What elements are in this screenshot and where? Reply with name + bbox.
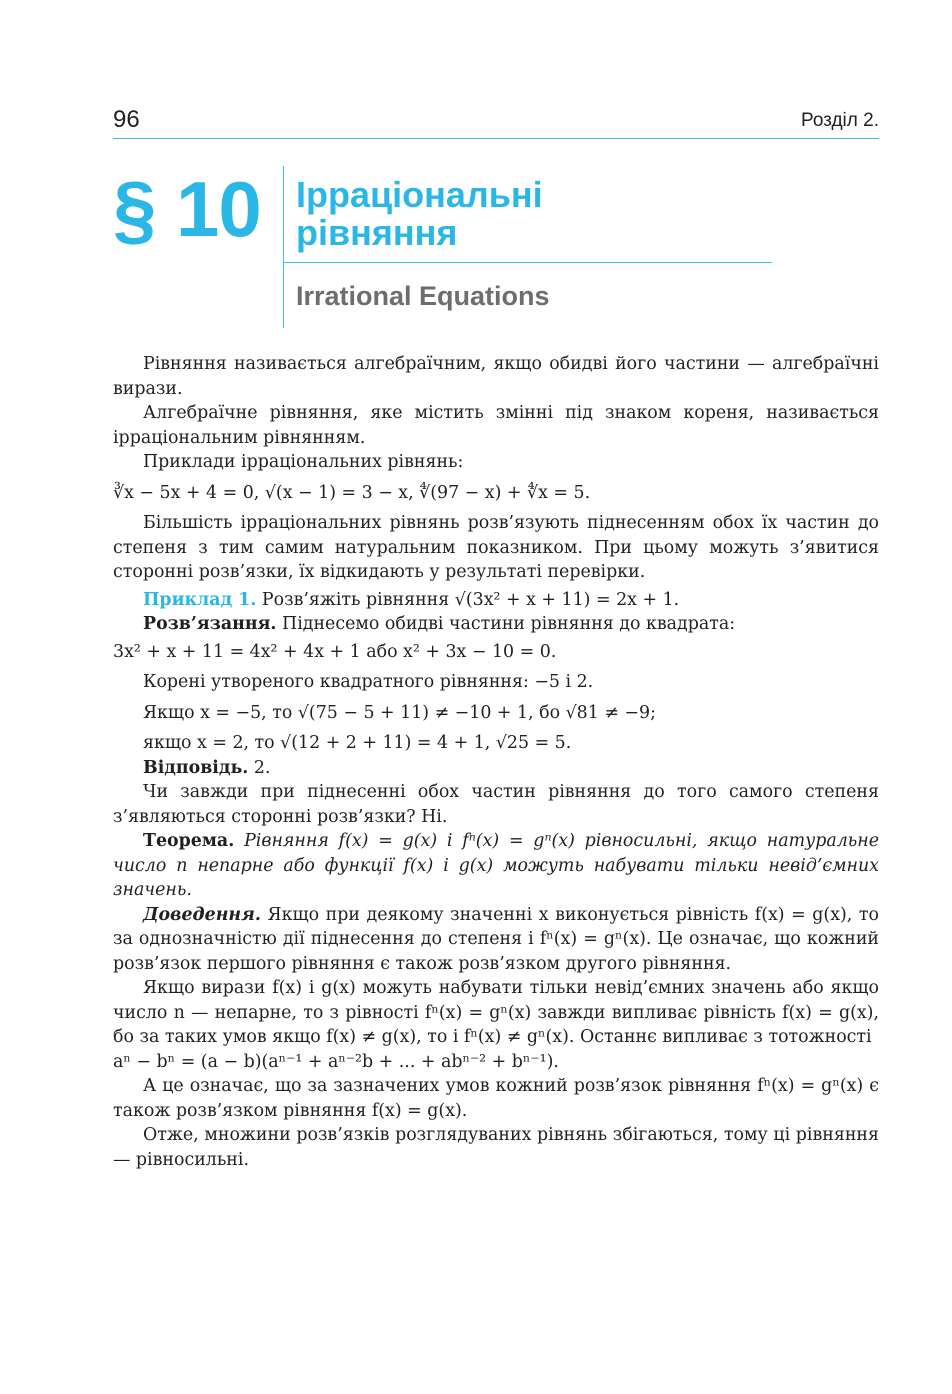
- examples-equation: ∛x − 5x + 4 = 0, √(x − 1) = 3 − x, ∜(97 − x) + ∜x = 5.: [113, 482, 591, 503]
- heading-divider: [283, 166, 284, 328]
- page-body: [113, 352, 879, 1172]
- example-1: [113, 588, 879, 613]
- solution: [113, 612, 879, 637]
- example-text: Розв’яжіть рівняння √(3x² + x + 11) = 2x + 1.: [261, 589, 680, 610]
- paragraph-consequence: А це означає, що за зазначених умов кожний розв’язок рівняння fⁿ(x) = gⁿ(x) є також розв’язком рівняння f(x) = g(x).: [113, 1076, 879, 1121]
- solution-text: Піднесемо обидві частини рівняння до квадрата:: [282, 614, 736, 634]
- check-root-1: Якщо x = −5, то √(75 − 5 + 11) ≠ −10 + 1, бо √81 ≠ −9;: [143, 702, 656, 723]
- check-root-2: якщо x = 2, то √(12 + 2 + 11) = 4 + 1, √25 = 5.: [143, 733, 572, 753]
- solution-label: Розв’язання.: [143, 614, 277, 634]
- answer: [113, 756, 879, 781]
- answer-value: 2.: [253, 757, 271, 778]
- squared-equation: 3x² + x + 11 = 4x² + 4x + 1 або x² + 3x − 10 = 0.: [113, 641, 557, 662]
- identity-equation: aⁿ − bⁿ = (a − b)(aⁿ⁻¹ + aⁿ⁻²b + ... + abⁿ⁻² + bⁿ⁻¹).: [113, 1051, 559, 1072]
- proof-text: Якщо при деякому значенні x виконується рівність f(x) = g(x), то за однозначністю дії піднесення до степеня і fⁿ(x) = gⁿ(x). Це означає, що кожний розв’язок першого рівняння є також розв’язком другого рівняння.: [113, 904, 879, 974]
- page-header: [113, 104, 879, 139]
- proof-label: Доведення.: [143, 904, 261, 925]
- proof: [113, 903, 879, 977]
- paragraph-definition-irrational: Алгебраїчне рівняння, яке містить змінні під знаком кореня, називається ірраціональним рівнянням.: [113, 403, 879, 448]
- paragraph-method: Більшість ірраціональних рівнянь розв’язують піднесенням обох їх частин до степеня з тим самим натуральним показником. При цьому можуть з’явитися сторонні розв’язки, їх відкидають у результаті перевірки.: [113, 513, 879, 582]
- roots-statement: Корені утвореного квадратного рівняння: −5 і 2.: [143, 672, 594, 692]
- page-number: 96: [113, 106, 140, 133]
- theorem-label: Теорема.: [143, 831, 235, 851]
- section-subtitle: Irrational Equations: [296, 281, 550, 311]
- theorem-text: Рівняння f(x) = g(x) і fⁿ(x) = gⁿ(x) рівносильні, якщо натуральне число n непарне або функції f(x) і g(x) можуть набувати тільки невід’ємних значень.: [113, 831, 879, 900]
- theorem: [113, 829, 879, 903]
- section-reference: Розділ 2.: [800, 110, 879, 131]
- paragraph-definition-algebraic: Рівняння називається алгебраїчним, якщо обидві його частини — алгебраїчні вирази.: [113, 354, 879, 399]
- paragraph-examples-intro: Приклади ірраціональних рівнянь:: [143, 452, 464, 472]
- paragraph-converse: Якщо вирази f(x) і g(x) можуть набувати тільки невід’ємних значень або якщо число n — непарне, то з рівності fⁿ(x) = gⁿ(x) завжди випливає рівність f(x) = g(x), бо за таких умов якщо f(x) ≠ g(x), то і fⁿ(x) ≠ gⁿ(x). Останнє випливає з тотожності: [113, 978, 879, 1047]
- title-line-2: рівняння: [296, 212, 458, 253]
- answer-label: Відповідь.: [143, 757, 249, 778]
- section-number: § 10: [113, 165, 261, 253]
- section-title: [296, 176, 543, 252]
- title-line-1: Ірраціональні: [296, 174, 543, 215]
- paragraph-conclusion: Отже, множини розв’язків розглядуваних рівнянь збігаються, тому ці рівняння — рівносильні.: [113, 1125, 879, 1170]
- paragraph-question: Чи завжди при піднесенні обох частин рівняння до того самого степеня з’являються сторонні розв’язки? Ні.: [113, 782, 879, 827]
- example-label: Приклад 1.: [143, 589, 257, 610]
- title-underline: [284, 262, 772, 263]
